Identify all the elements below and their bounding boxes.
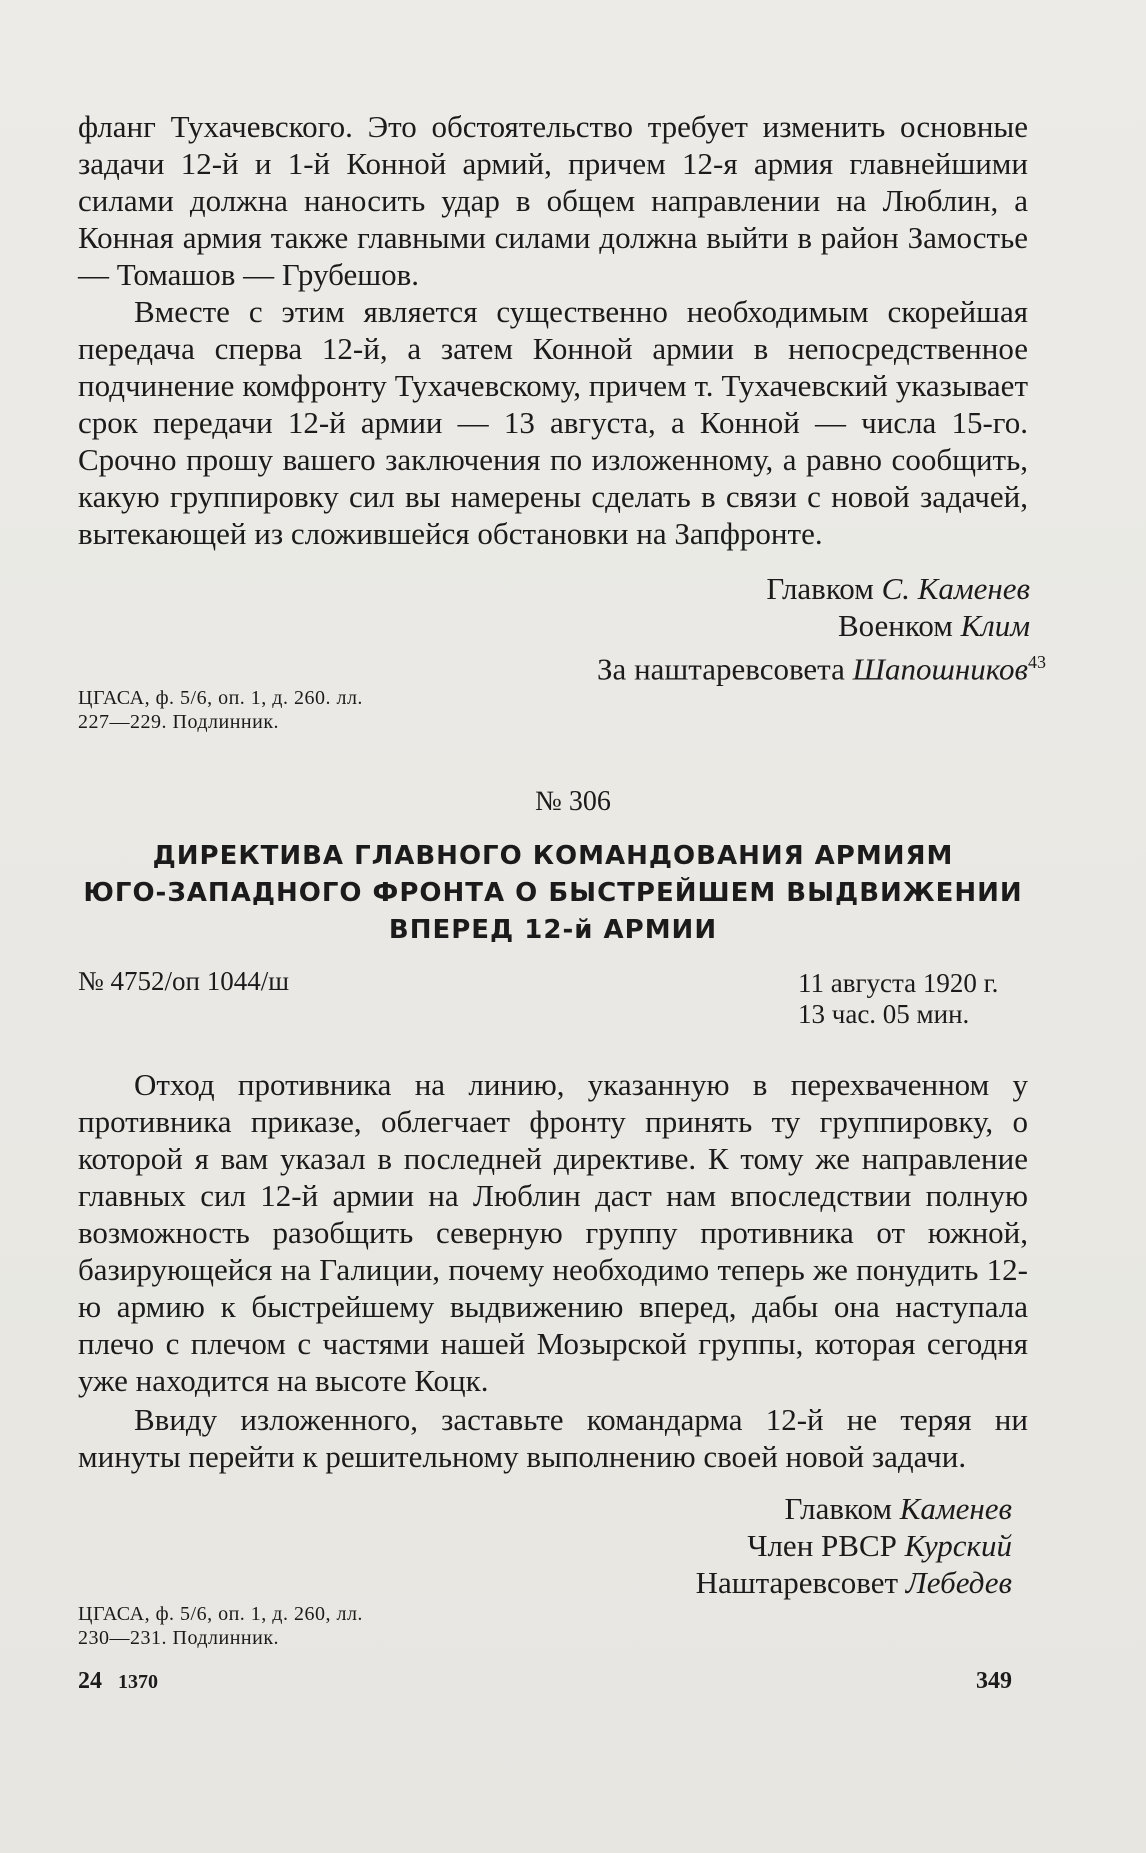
sheet-signature bbox=[78, 1668, 158, 1695]
signature-title: Военком bbox=[837, 608, 953, 643]
document-date: 11 августа 1920 г. bbox=[798, 968, 999, 998]
document-title bbox=[78, 838, 1028, 949]
title-line: ВПЕРЕД 12-й АРМИИ bbox=[388, 915, 718, 945]
signature-block bbox=[696, 1490, 1012, 1601]
paragraph: Вместе с этим является существенно необходимым скорейшая передача сперва 12-й, а затем Конной армии в непосредственное подчинение комфронту Тухачевскому, причем т. Тухачевский указывает срок передачи 12-й армии — 13 августа, а Конной — числа 15-го. Срочно прошу вашего заключения по изложенному, а равно сообщить, какую группировку сил вы намерены сделать в связи с новой задачей, вытекающей из сложившейся обстановки на Запфронте. bbox=[78, 294, 1028, 551]
archive-source bbox=[78, 1602, 363, 1650]
signature-name: Каменев bbox=[899, 1491, 1012, 1526]
signature-name: Курский bbox=[904, 1528, 1012, 1563]
paragraph: Отход противника на линию, указанную в перехваченном у противника приказе, облегчает фронту принять ту группировку, о которой я вам указал в последней директиве. К тому же направление главных сил 12-й армии на Люблин даст нам впоследствии полную возможность разобщить северную группу противника от южной, базирующейся на Галиции, почему необходимо теперь же понудить 12-ю армию к быстрейшему выдвижению вперед, дабы она наступала плечо с плечом с частями нашей Мозырской группы, которая сегодня уже находится на высоте Коцк. bbox=[78, 1067, 1028, 1398]
source-line: ЦГАСА, ф. 5/6, оп. 1, д. 260, лл. bbox=[78, 1603, 363, 1625]
signature-title: Главком bbox=[766, 571, 874, 606]
document-number: № 306 bbox=[535, 786, 611, 817]
signature-title: Главком bbox=[784, 1491, 893, 1526]
signature-name: Шапошников bbox=[852, 651, 1028, 687]
signature-block bbox=[597, 570, 1046, 687]
title-line: ЮГО-ЗАПАДНОГО ФРОНТА О БЫСТРЕЙШЕМ ВЫДВИЖЕНИИ bbox=[83, 878, 1023, 908]
signature-title: Наштаревсовет bbox=[695, 1565, 899, 1600]
signature-name: С. Каменев bbox=[881, 571, 1030, 606]
top-text-block bbox=[78, 108, 1028, 552]
registration-number: № 4752/оп 1044/ш bbox=[78, 966, 290, 996]
signature-name: Лебедев bbox=[905, 1565, 1012, 1600]
document-body bbox=[78, 1066, 1028, 1475]
signature-line bbox=[696, 1527, 1012, 1564]
source-line: 230—231. Подлинник. bbox=[78, 1627, 280, 1649]
signature-line bbox=[597, 644, 1046, 687]
source-line: ЦГАСА, ф. 5/6, оп. 1, д. 260. лл. bbox=[78, 687, 363, 709]
title-line: ДИРЕКТИВА ГЛАВНОГО КОМАНДОВАНИЯ АРМИЯМ bbox=[152, 841, 954, 871]
signature-line bbox=[597, 607, 1030, 644]
signature-line bbox=[696, 1564, 1012, 1601]
footnote-marker: 43 bbox=[1028, 652, 1046, 672]
page-number: 349 bbox=[976, 1668, 1012, 1694]
signature-title: За наштаревсовета bbox=[597, 651, 845, 687]
signature-title: Член РВСР bbox=[747, 1528, 897, 1563]
paragraph: фланг Тухачевского. Это обстоятельство требует изменить основные задачи 12-й и 1-й Конной армий, причем 12-я армия главнейшими силами должна наносить удар в общем направлении на Люблин, а Конная армия также главными силами должна выйти в район Замостье — Томашов — Грубешов. bbox=[78, 109, 1028, 292]
date-block bbox=[798, 968, 998, 1030]
document-time: 13 час. 05 мин. bbox=[798, 999, 970, 1029]
print-code: 1370 bbox=[118, 1671, 158, 1693]
signature-line bbox=[597, 570, 1030, 607]
paragraph: Ввиду изложенного, заставьте командарма 12-й не теряя ни минуты перейти к решительному выполнению своей новой задачи. bbox=[78, 1402, 1028, 1474]
signature-line bbox=[696, 1490, 1012, 1527]
signature-name: Клим bbox=[960, 608, 1030, 643]
source-line: 227—229. Подлинник. bbox=[78, 711, 280, 733]
archive-source bbox=[78, 686, 363, 734]
sheet-number: 24 bbox=[78, 1668, 102, 1694]
